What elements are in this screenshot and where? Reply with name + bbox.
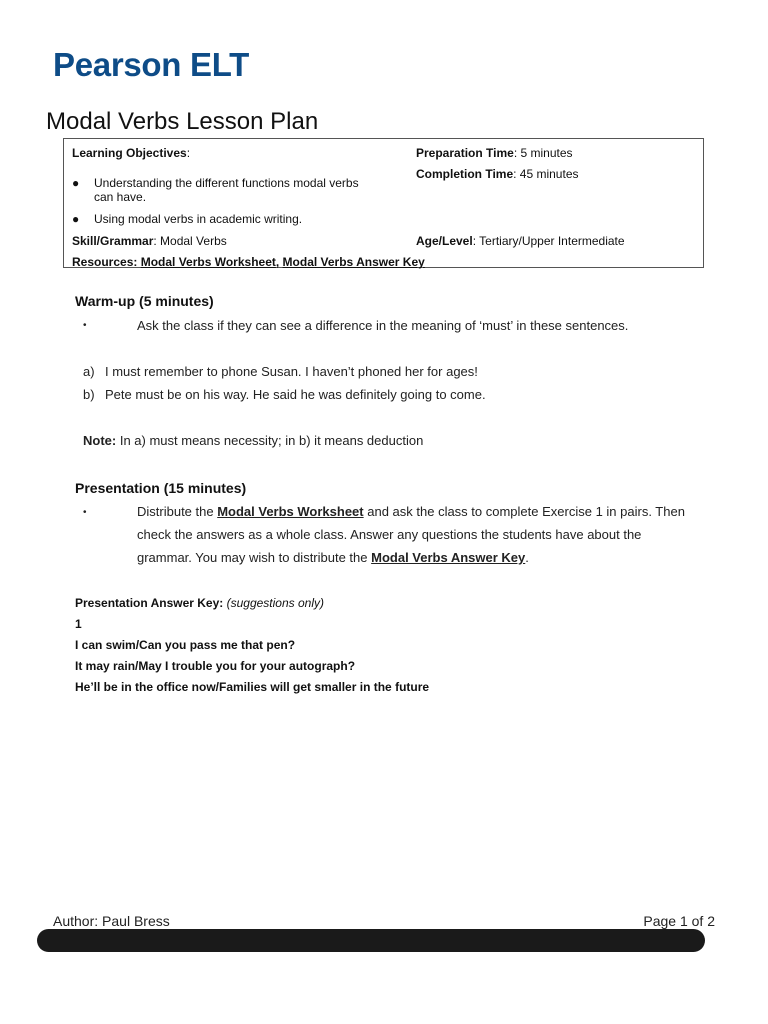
learning-objectives-heading: Learning Objectives: — [72, 146, 191, 160]
objective-text: Understanding the different functions modal verbs can have. — [94, 176, 359, 204]
footer-bar — [37, 929, 705, 952]
preparation-time: Preparation Time: 5 minutes — [416, 146, 573, 160]
warmup-note: Note: In a) must means necessity; in b) it means deduction — [83, 433, 424, 448]
answer-key-link[interactable]: Modal Verbs Answer Key — [282, 255, 425, 269]
pearson-logo: Pearson ELT — [53, 46, 249, 83]
answer-key-line: I can swim/Can you pass me that pen? — [75, 638, 296, 652]
completion-time: Completion Time: 45 minutes — [416, 167, 579, 181]
answer-key-line: He’ll be in the office now/Families will get smaller in the future — [75, 680, 430, 694]
item-b-marker: b) — [83, 387, 95, 402]
answer-key-number: 1 — [75, 617, 82, 631]
answer-key-link[interactable]: Modal Verbs Answer Key — [371, 550, 526, 565]
bullet-icon: • — [83, 507, 87, 518]
presentation-heading: Presentation (15 minutes) — [75, 480, 247, 496]
footer-page-number: Page 1 of 2 — [643, 913, 715, 929]
presentation-text: Distribute the Modal Verbs Worksheet and ask the class to complete Exercise 1 in pairs. Then check the answers as a whole class. Answer any questions the students have about the grammar. You may wish to distribute the Modal Verbs Answer Key. — [137, 504, 685, 565]
warmup-heading: Warm-up (5 minutes) — [75, 293, 214, 309]
answer-key-line: It may rain/May I trouble you for your autograph? — [75, 659, 356, 673]
skill-grammar: Skill/Grammar: Modal Verbs — [72, 234, 227, 248]
item-a-marker: a) — [83, 364, 95, 379]
age-level: Age/Level: Tertiary/Upper Intermediate — [416, 234, 625, 248]
bullet-icon: ● — [72, 176, 80, 190]
bullet-icon: ● — [72, 212, 80, 226]
resources: Resources: Modal Verbs Worksheet, Modal Verbs Answer Key — [72, 255, 425, 269]
worksheet-link[interactable]: Modal Verbs Worksheet — [217, 504, 364, 519]
page-title: Modal Verbs Lesson Plan — [46, 108, 319, 135]
warmup-instruction: Ask the class if they can see a difference in the meaning of ‘must’ in these sentences. — [137, 318, 629, 333]
answer-key-heading: Presentation Answer Key: (suggestions only) — [75, 596, 324, 610]
lesson-info-box — [63, 138, 704, 268]
item-a-text: I must remember to phone Susan. I haven’t phoned her for ages! — [105, 364, 478, 379]
worksheet-link[interactable]: Modal Verbs Worksheet — [140, 255, 276, 269]
objective-text: Using modal verbs in academic writing. — [94, 212, 303, 226]
item-b-text: Pete must be on his way. He said he was definitely going to come. — [105, 387, 486, 402]
footer-author: Author: Paul Bress — [53, 913, 170, 929]
bullet-icon: • — [83, 320, 87, 331]
